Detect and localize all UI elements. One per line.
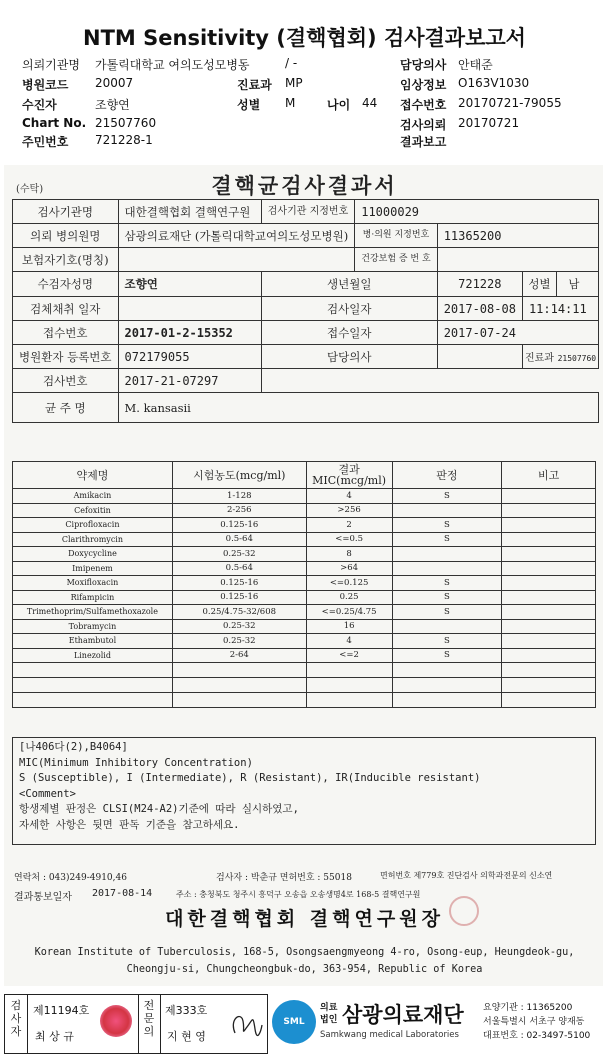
value-resident-no: 721228-1	[95, 133, 153, 147]
drug-interp-cell	[392, 693, 502, 708]
specialist-signature	[227, 1009, 263, 1039]
drug-row	[13, 619, 596, 634]
drug-row	[13, 648, 596, 663]
label-test-no: 검사번호	[13, 369, 119, 393]
drug-mic-cell	[306, 663, 392, 678]
drug-name-cell: Linezolid	[13, 648, 173, 663]
label-hospital-code: 병원코드	[22, 78, 69, 92]
remark-line: S (Susceptible), I (Intermediate), R (Resistant), IR(Inducible resistant)	[19, 772, 481, 784]
drug-range-cell: 0.125-16	[172, 576, 306, 591]
drug-interp-cell	[392, 547, 502, 562]
drug-note-cell	[502, 503, 596, 518]
label-age: 나이	[327, 98, 351, 112]
drug-note-cell	[502, 561, 596, 576]
label-clinical-info: 임상정보	[400, 78, 447, 92]
examiner-name: 최 상 규	[35, 1030, 74, 1043]
drug-note-cell	[502, 489, 596, 504]
patient-info-table	[12, 199, 599, 423]
drug-interp-cell	[392, 678, 502, 693]
drug-row	[13, 590, 596, 605]
value-test-date: 2017-08-08	[437, 297, 522, 321]
sheet-title: 결핵균검사결과서	[211, 173, 398, 198]
drug-mic-cell: <=0.5	[306, 532, 392, 547]
brand-info-2: 서울특별시 서초구 양재동	[483, 1017, 585, 1027]
label-collect-date: 검체채취 일자	[13, 297, 119, 321]
specialist-name: 지 현 영	[167, 1030, 206, 1043]
value-rcv-no: 2017-01-2-15352	[118, 321, 261, 345]
brand-prefix-2: 법인	[320, 1015, 338, 1025]
label-health-card: 건강보험 증 번 호	[355, 248, 437, 272]
col-mic-top: 결과	[338, 463, 360, 476]
drug-interp-cell: S	[392, 489, 502, 504]
drug-mic-cell: >256	[306, 503, 392, 518]
brand-prefix-1: 의료	[320, 1003, 338, 1013]
label-sheet-dept: 진료과	[524, 353, 554, 364]
remark-line: MIC(Minimum Inhibitory Concentration)	[19, 756, 253, 769]
drug-name-cell: Cefoxitin	[13, 503, 173, 518]
drug-note-cell	[502, 693, 596, 708]
label-org-code: 검사기관 지정번호	[261, 200, 354, 224]
drug-row	[13, 503, 596, 518]
value-department: MP	[285, 76, 303, 90]
drug-note-cell	[502, 532, 596, 547]
label-test-date: 검사일자	[261, 297, 437, 321]
brand-name: 삼광의료재단	[342, 1003, 464, 1027]
drug-interp-cell: S	[392, 590, 502, 605]
drug-range-cell: 0.25/4.75-32/608	[172, 605, 306, 620]
drug-mic-cell: >64	[306, 561, 392, 576]
drug-range-cell: 0.5-64	[172, 561, 306, 576]
drug-name-cell: Ethambutol	[13, 634, 173, 649]
drug-note-cell	[502, 678, 596, 693]
drug-name-cell: Clarithromycin	[13, 532, 173, 547]
drug-name-cell: Trimethoprim/Sulfamethoxazole	[13, 605, 173, 620]
examiner-stamp	[100, 1005, 132, 1037]
value-sex: M	[285, 96, 296, 110]
label-sex: 성별	[237, 98, 261, 112]
brand-info-3: 대표번호 : 02-3497-5100	[483, 1031, 591, 1041]
label-result-report: 결과보고	[400, 135, 447, 149]
remark-line: 항생제별 판정은 CLSI(M24-A2)기준에 따라 실시하였고,	[19, 803, 299, 815]
drug-row	[13, 634, 596, 649]
label-req-code: 병·의원 지정번호	[355, 224, 437, 248]
value-request-date: 20170721	[458, 116, 520, 130]
drug-range-cell: 0.125-16	[172, 518, 306, 533]
value-hospital-code: 20007	[95, 76, 134, 90]
drug-note-cell	[502, 590, 596, 605]
remarks-box	[12, 737, 596, 845]
drug-row	[13, 561, 596, 576]
drug-row	[13, 547, 596, 562]
drug-row	[13, 678, 596, 693]
drug-interp-cell: S	[392, 518, 502, 533]
drug-row	[13, 663, 596, 678]
institute-address-en-2: Cheongju-si, Chungcheongbuk-do, 363-954, Republic of Korea	[126, 964, 483, 975]
specialist-tag: 전문의	[143, 999, 155, 1038]
label-test-org: 검사기관명	[13, 200, 119, 224]
value-rcv-date: 2017-07-24	[437, 321, 598, 345]
drug-note-cell	[502, 634, 596, 649]
label-chart-no: Chart No.	[22, 116, 87, 130]
label-reg-no: 병원환자 등록번호	[13, 345, 119, 369]
drug-note-cell	[502, 663, 596, 678]
drug-name-cell: Moxifloxacin	[13, 576, 173, 591]
institute-name-kr: 대한결핵협회 결핵연구원장	[165, 908, 444, 930]
drug-mic-cell: <=2	[306, 648, 392, 663]
value-reg-no: 072179055	[118, 345, 261, 369]
col-interp: 판정	[392, 462, 502, 489]
brand-info-1: 요양기관 : 11365200	[483, 1003, 573, 1013]
value-dob: 721228	[437, 272, 522, 297]
footer-report-date: 2017-08-14	[92, 888, 153, 899]
label-rcv-no: 접수번호	[13, 321, 119, 345]
col-drug: 약제명	[13, 462, 173, 489]
drug-interp-cell	[392, 561, 502, 576]
drug-mic-cell: 0.25	[306, 590, 392, 605]
value-age: 44	[362, 96, 378, 110]
value-insurer	[118, 248, 355, 272]
drug-mic-cell	[306, 678, 392, 693]
label-patient: 수진자	[22, 98, 57, 112]
drug-note-cell	[502, 605, 596, 620]
value-strain: M. kansasii	[118, 393, 599, 423]
drug-mic-cell: 4	[306, 634, 392, 649]
drug-name-cell: Tobramycin	[13, 619, 173, 634]
label-requesting-org: 의뢰기관명	[22, 58, 80, 72]
label-resident-no: 주민번호	[22, 135, 69, 149]
value-ward: / -	[285, 56, 298, 70]
value-chart-no: 21507760	[95, 116, 157, 130]
value-sheet-dept: 21507760	[557, 354, 597, 363]
drug-note-cell	[502, 648, 596, 663]
consignment-tag: (수탁)	[16, 184, 44, 195]
institute-seal	[449, 896, 479, 926]
value-test-time: 11:14:11	[522, 297, 598, 321]
brand-english: Samkwang medical Laboratories	[320, 1030, 459, 1040]
drug-note-cell	[502, 576, 596, 591]
footer-report-label: 결과통보일자	[14, 892, 72, 903]
drug-interp-cell	[392, 619, 502, 634]
drug-range-cell: 1-128	[172, 489, 306, 504]
drug-interp-cell	[392, 663, 502, 678]
drug-note-cell	[502, 547, 596, 562]
value-health-card	[437, 248, 598, 272]
value-doctor: 안태준	[458, 58, 493, 72]
drug-name-cell	[13, 663, 173, 678]
remark-line: <Comment>	[19, 787, 76, 800]
value-req-code: 11365200	[437, 224, 598, 248]
label-receipt-no: 접수번호	[400, 98, 447, 112]
specialist-license: 제333호	[165, 1004, 208, 1017]
drug-name-cell: Imipenem	[13, 561, 173, 576]
report-title: NTM Sensitivity (결핵협회) 검사결과보고서	[83, 26, 526, 50]
drug-range-cell: 2-64	[172, 648, 306, 663]
drug-name-cell: Ciprofloxacin	[13, 518, 173, 533]
value-test-org: 대한결핵협회 결핵연구원	[118, 200, 261, 224]
label-doctor: 담당의사	[400, 58, 447, 72]
value-org-code: 11000029	[355, 200, 599, 224]
label-dob: 생년월일	[261, 272, 437, 297]
value-test-no: 2017-21-07297	[118, 369, 261, 393]
signature-box	[4, 994, 268, 1054]
drug-interp-cell: S	[392, 605, 502, 620]
drug-row	[13, 605, 596, 620]
drug-interp-cell: S	[392, 576, 502, 591]
drug-interp-cell: S	[392, 648, 502, 663]
drug-range-cell: 0.25-32	[172, 547, 306, 562]
remark-line: [나406다(2),B4064]	[19, 741, 128, 753]
label-patient-name: 수검자성명	[13, 272, 119, 297]
drug-range-cell	[172, 693, 306, 708]
drug-range-cell: 0.25-32	[172, 619, 306, 634]
value-req-hospital: 삼광의료재단 (가톨릭대학교여의도성모병원)	[118, 224, 355, 248]
col-note: 비고	[502, 462, 596, 489]
value-collect-date	[118, 297, 261, 321]
value-patient: 조향연	[95, 98, 130, 112]
footer-director: 면허번호 제779호 진단검사 의학과전문의 신소연	[380, 871, 553, 880]
value-sex-sheet: 남	[568, 277, 580, 291]
label-strain: 균 주 명	[13, 393, 119, 423]
drug-row	[13, 576, 596, 591]
label-sheet-doctor: 담당의사	[261, 345, 437, 369]
label-insurer: 보험자기호(명칭)	[13, 248, 119, 272]
sml-logo: SML	[272, 1000, 316, 1044]
label-rcv-date: 접수일자	[261, 321, 437, 345]
drug-note-cell	[502, 619, 596, 634]
drug-row	[13, 489, 596, 504]
drug-row	[13, 693, 596, 708]
drug-range-cell	[172, 663, 306, 678]
label-sex-sheet: 성별	[523, 272, 557, 296]
drug-range-cell: 0.125-16	[172, 590, 306, 605]
drug-name-cell	[13, 693, 173, 708]
drug-range-cell: 0.5-64	[172, 532, 306, 547]
value-patient-name: 조향연	[118, 272, 261, 297]
examiner-license: 제11194호	[33, 1004, 90, 1017]
drug-mic-cell: <=0.125	[306, 576, 392, 591]
examiner-tag: 검사자	[10, 999, 22, 1038]
footer-phone: 연락처 : 043)249-4910,46	[14, 873, 127, 883]
label-request-date: 검사의뢰	[400, 118, 447, 132]
drug-mic-cell: 16	[306, 619, 392, 634]
drug-name-cell	[13, 678, 173, 693]
drug-mic-cell: 8	[306, 547, 392, 562]
drug-row	[13, 532, 596, 547]
drug-name-cell: Amikacin	[13, 489, 173, 504]
drug-mic-cell: 4	[306, 489, 392, 504]
footer-address: 주소 : 충청북도 청주시 흥덕구 오송읍 오송생명4로 168-5 결핵연구원	[176, 890, 421, 899]
drug-note-cell	[502, 518, 596, 533]
drug-mic-cell	[306, 693, 392, 708]
drug-interp-cell: S	[392, 532, 502, 547]
drug-interp-cell	[392, 503, 502, 518]
value-receipt-no: 20170721-79055	[458, 96, 562, 110]
drug-mic-cell: <=0.25/4.75	[306, 605, 392, 620]
remark-line: 자세한 사항은 뒷면 판독 기준을 참고하세요.	[19, 818, 240, 831]
drug-name-cell: Doxycycline	[13, 547, 173, 562]
value-clinical-info: O163V1030	[458, 76, 530, 90]
drug-mic-cell: 2	[306, 518, 392, 533]
col-range: 시험농도(mcg/ml)	[172, 462, 306, 489]
drug-range-cell	[172, 678, 306, 693]
value-sheet-doctor	[437, 345, 522, 369]
col-mic-bottom: MIC(mcg/ml)	[312, 474, 387, 487]
drug-range-cell: 0.25-32	[172, 634, 306, 649]
label-department: 진료과	[237, 78, 272, 92]
drug-name-cell: Rifampicin	[13, 590, 173, 605]
susceptibility-table	[12, 461, 596, 708]
col-mic	[306, 462, 392, 489]
institute-address-en-1: Korean Institute of Tuberculosis, 168-5, Osongsaengmyeong 4-ro, Osong-eup, Heungdeok-gu,	[34, 947, 575, 958]
footer-inspector: 검사자 : 박춘규 면허번호 : 55018	[216, 873, 352, 883]
drug-range-cell: 2-256	[172, 503, 306, 518]
value-requesting-org: 가톨릭대학교 여의도성모병동	[95, 58, 250, 72]
label-req-hospital: 의뢰 병의원명	[13, 224, 119, 248]
drug-row	[13, 518, 596, 533]
drug-interp-cell: S	[392, 634, 502, 649]
